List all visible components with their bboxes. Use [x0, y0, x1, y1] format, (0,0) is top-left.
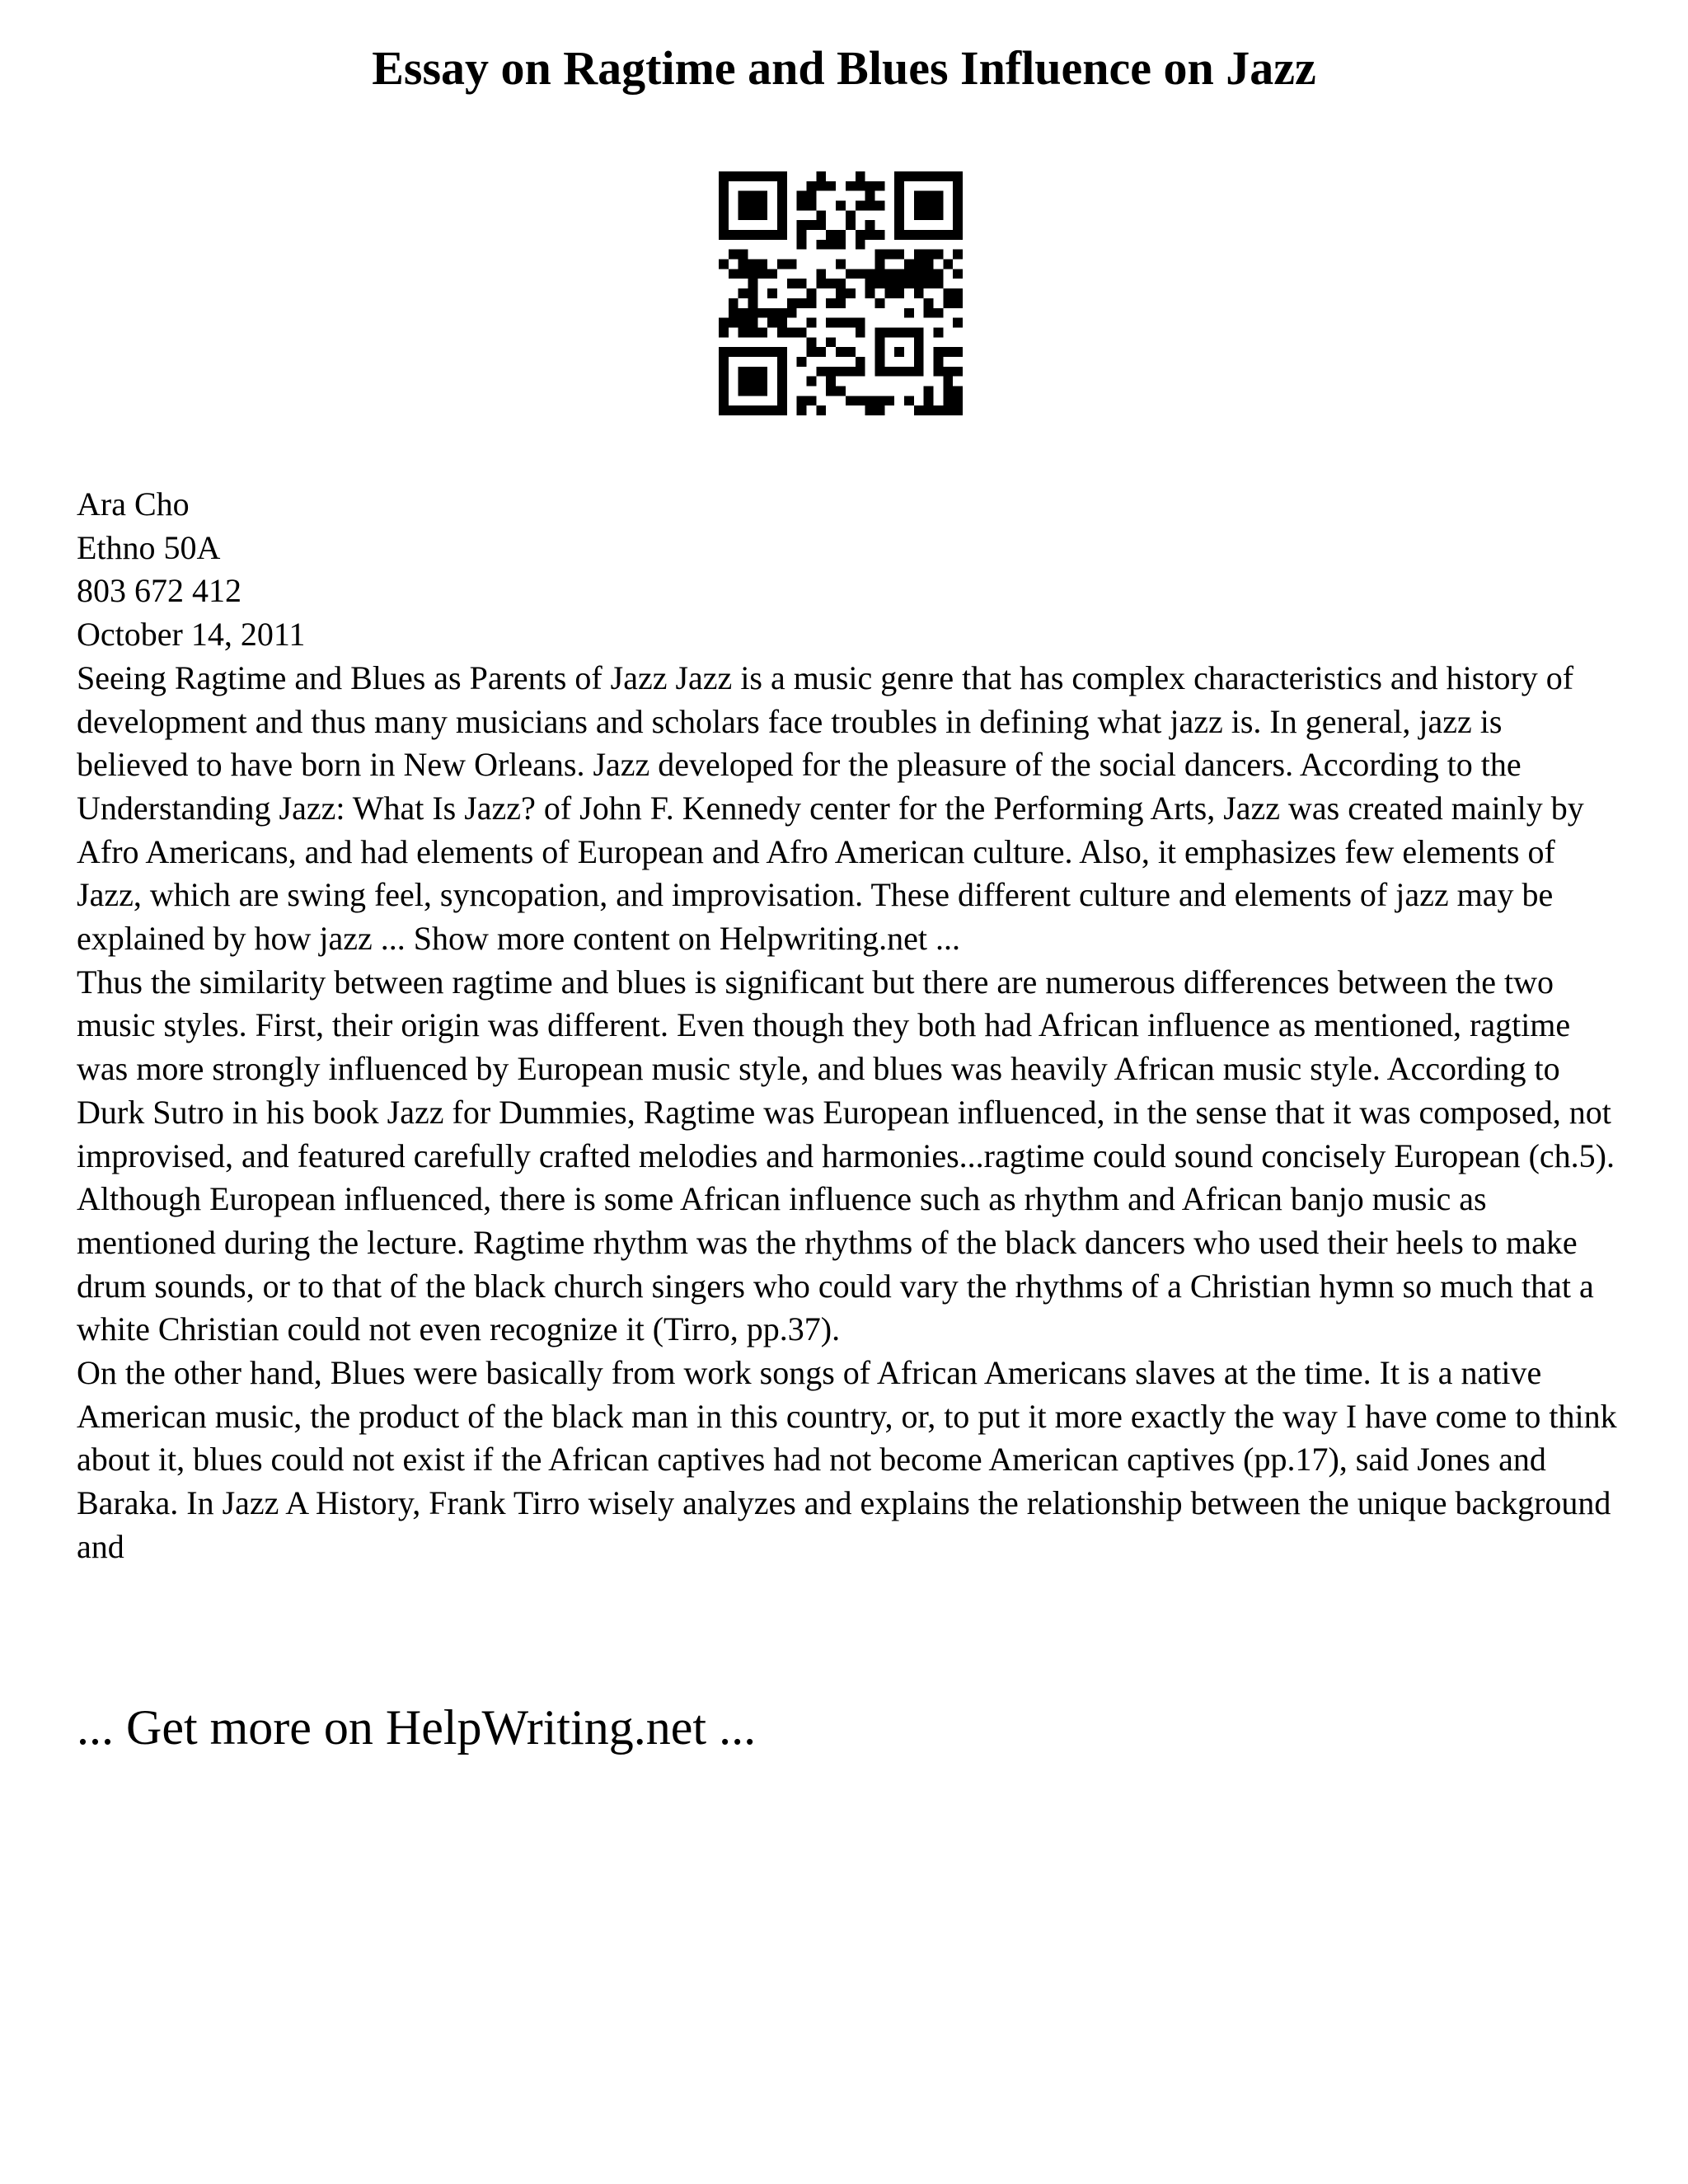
paragraph-1: Seeing Ragtime and Blues as Parents of Jazz Jazz is a music genre that has complex characteristics and history of development and thus many musicians and scholars face troubles in defining what jazz is. In general, jazz is believed to have born in New Orleans. Jazz developed for the pleasure of the social dancers. According to the Understanding Jazz: What Is Jazz? of John F. Kennedy center for the Performing Arts, Jazz was created mainly by Afro Americans, and had elements of European and Afro American culture. Also, it emphasizes few elements of Jazz, which are swing feel, syncopation, and improvisation. These different culture and elements of jazz may be explained by how jazz ... Show more content on Helpwriting.net ...	[77, 658, 1584, 958]
course-line: Ethno 50A	[77, 528, 221, 566]
author-line: Ara Cho	[77, 485, 190, 523]
date-line: October 14, 2011	[77, 616, 306, 654]
qr-code-icon[interactable]	[719, 171, 963, 415]
paragraph-2: Thus the similarity between ragtime and blues is significant but there are numerous differences between the two music styles. First, their origin was different. Even though they both had African influence as mentioned, ragtime was more strongly influenced by European music style, and blues was heavily African music style. According to Durk Sutro in his book Jazz for Dummies, Ragtime was European influenced, in the sense that it was composed, not improvised, and featured carefully crafted melodies and harmonies...ragtime could sound concisely European (ch.5). Although European influenced, there is some African influence such as rhythm and African banjo music as mentioned during the lecture. Ragtime rhythm was the rhythms of the black dancers who used their heels to make drum sounds, or to that of the black church singers who could vary the rhythms of a Christian hymn so much that a white Christian could not even recognize it (Tirro, pp.37).	[77, 963, 1615, 1348]
document-title: Essay on Ragtime and Blues Influence on Jazz	[372, 41, 1316, 95]
essay-body	[77, 483, 1618, 1569]
paragraph-3: On the other hand, Blues were basically from work songs of African Americans slaves at the time. It is a native American music, the product of the black man in this country, or, to put it more exactly the way I have come to think about it, blues could not exist if the African captives had not become American captives (pp.17), said Jones and Baraka. In Jazz A History, Frank Tirro wisely analyzes and explains the relationship between the unique background and	[77, 1354, 1617, 1565]
student-id-line: 803 672 412	[77, 572, 241, 610]
get-more-link[interactable]: ... Get more on HelpWriting.net ...	[77, 1700, 757, 1755]
